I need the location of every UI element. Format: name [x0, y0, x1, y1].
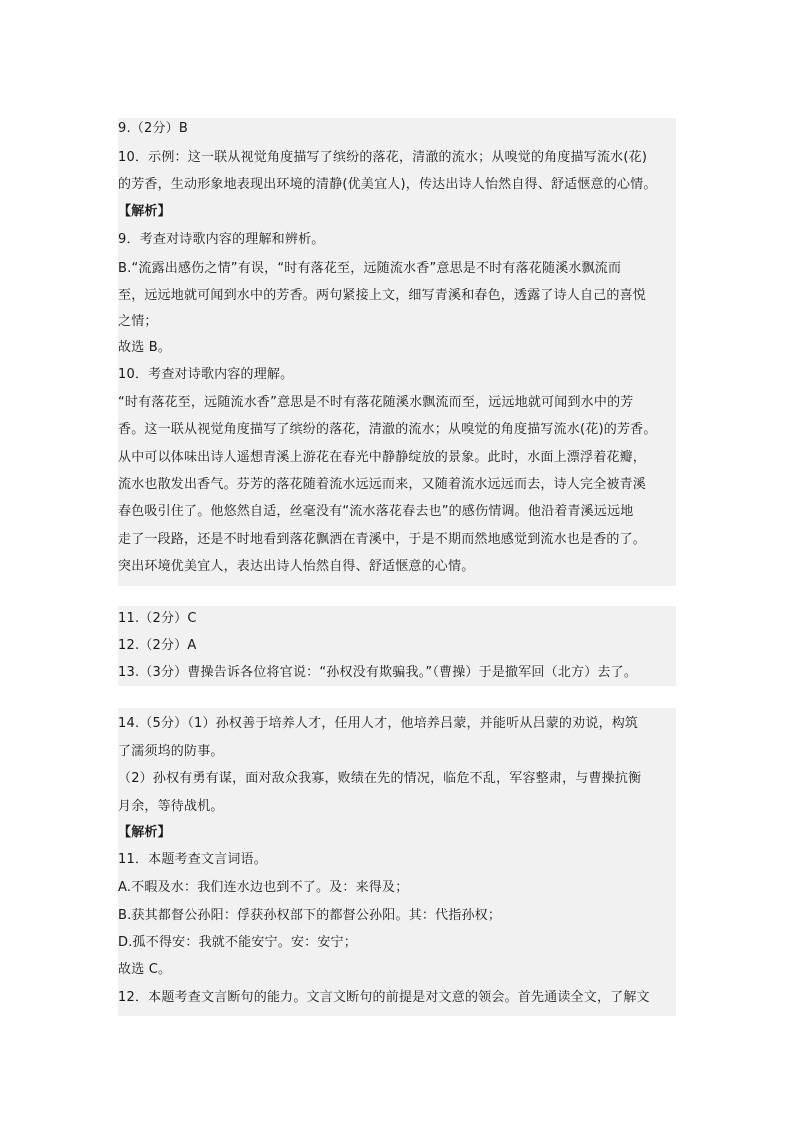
text-line: 走了一段路，还是不时地看到落花飘洒在青溪中，于是不期而然地感觉到流水也是香的了。 [118, 532, 647, 547]
text-line: 从中可以体味出诗人遥想青溪上游花在春光中静静绽放的景象。此时，水面上漂浮着花瓣， [118, 450, 647, 465]
text-line: 月余，等待战机。 [118, 799, 224, 814]
text-line: 的芳香，生动形象地表现出环境的清静(优美宜人)，传达出诗人怡然自得、舒适惬意的心情。 [118, 177, 657, 192]
text-line: B.获其都督公孙阳：俘获孙权部下的都督公孙阳。其：代指孙权； [118, 908, 502, 923]
text-line: “时有落花至，远随流水香”意思是不时有落花随溪水飘流而至，远远地就可闻到水中的芳 [118, 395, 634, 410]
text-line: 9．考查对诗歌内容的理解和辨析。 [118, 232, 325, 247]
text-line: 流水也散发出香气。芬芳的落花随着流水远远而来，又随着流水远远而去，诗人完全被青溪 [118, 477, 647, 492]
text-line: 10．考查对诗歌内容的理解。 [118, 367, 294, 382]
text-line: 11.（2分）C [118, 611, 197, 626]
text-line: （2）孙权有勇有谋，面对敌众我寡，败绩在先的情况，临危不乱，军容整肃，与曹操抗衡 [118, 771, 642, 786]
text-line: 11．本题考查文言词语。 [118, 852, 267, 867]
text-line: 突出环境优美宜人，表达出诗人怡然自得、舒适惬意的心情。 [118, 559, 475, 574]
text-line: 香。这一联从视觉角度描写了缤纷的落花，清澈的流水；从嗅觉的角度描写流水(花)的芳香。 [118, 422, 657, 437]
text-line: 之情； [118, 314, 158, 329]
text-line: 13.（3分）曹操告诉各位将官说：“孙权没有欺骗我。”（曹操）于是撤军回（北方）去了。 [118, 665, 638, 680]
text-line: 10．示例：这一联从视觉角度描写了缤纷的落花，清澈的流水；从嗅觉的角度描写流水(花) [118, 150, 648, 165]
text-line: B.“流露出感伤之情”有误，“时有落花至，远随流水香”意思是不时有落花随溪水飘流而 [118, 261, 622, 276]
analysis-heading: 【解析】 [118, 825, 171, 840]
text-line: 了濡须坞的防事。 [118, 744, 224, 759]
text-line: 12．本题考查文言断句的能力。文言文断句的前提是对文意的领会。首先通读全文，了解文 [118, 990, 650, 1005]
text-line: 春色吸引住了。他悠然自适，丝毫没有“流水落花春去也”的感伤情调。他沿着青溪远远地 [118, 504, 634, 519]
text-line: 14.（5分）（1）孙权善于培养人才，任用人才，他培养吕蒙，并能听从吕蒙的劝说，构筑 [118, 716, 639, 731]
text-line: A.不暇及水：我们连水边也到不了。及：来得及； [118, 880, 409, 895]
analysis-heading: 【解析】 [118, 204, 171, 219]
text-line: 9.（2分）B [118, 121, 188, 136]
text-line: 12.（2分）A [118, 638, 197, 653]
text-line: D.孤不得安：我就不能安宁。安：安宁； [118, 935, 357, 950]
text-line: 至，远远地就可闻到水中的芳香。两句紧接上文，细写青溪和春色，透露了诗人自己的喜悦 [118, 288, 647, 303]
text-line: 故选 B。 [118, 340, 172, 355]
text-line: 故选 C。 [118, 962, 172, 977]
